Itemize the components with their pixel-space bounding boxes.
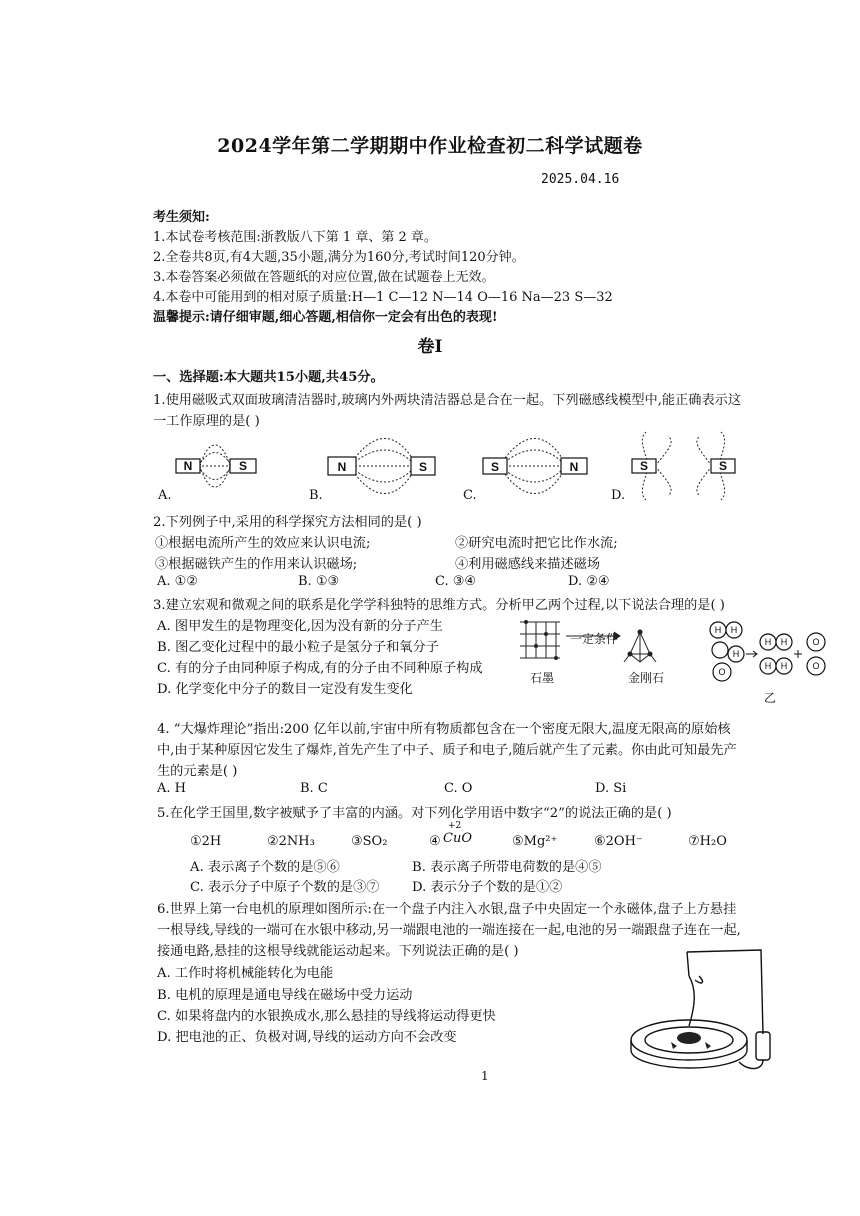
question-1-stem: 一工作原理的是( ) [153, 414, 260, 429]
atom-label: H [714, 625, 722, 635]
question-4-stem: 生的元素是( ) [157, 764, 238, 779]
figure-yi-label: 乙 [764, 691, 777, 705]
option-d: D. ②④ [568, 574, 610, 589]
question-5-stem: 5.在化学王国里,数字被赋予了丰富的内涵。对下列化学用语中数字“2”的说法正确的是( ) [157, 806, 672, 821]
statement: ②研究电流时把它比作水流; [455, 536, 618, 551]
notice-item: 1.本试卷考核范围:浙教版八下第 1 章、第 2 章。 [153, 230, 437, 245]
statement: ③根据磁铁产生的作用来认识磁场; [155, 557, 358, 572]
formula-item: ④ [429, 834, 441, 849]
magnet-pole-label: N [569, 460, 579, 474]
notice-tip: 温馨提示:请仔细审题,细心答题,相信你一定会有出色的表现! [153, 310, 498, 325]
option-b: B. 电机的原理是通电导线在磁场中受力运动 [157, 988, 413, 1003]
statement: ①根据电流所产生的效应来认识电流; [155, 536, 371, 551]
page-number: 1 [481, 1069, 489, 1083]
atom-label: H [780, 661, 788, 671]
option-b: B. 表示离子所带电荷数的是④⑤ [412, 860, 602, 875]
notice-item: 3.本卷答案必须做在答题纸的对应位置,做在试题卷上无效。 [153, 270, 495, 285]
atom-label: O [718, 667, 726, 677]
condition-label: 一定条件 [570, 632, 619, 646]
option-c: C. 有的分子由同种原子构成,有的分子由不同种原子构成 [157, 661, 483, 676]
formula-item: ⑥2OH⁻ [594, 834, 643, 849]
notice-heading: 考生须知: [153, 210, 210, 225]
notice-item: 2.全卷共8页,有4大题,35小题,满分为160分,考试时间120分钟。 [153, 250, 525, 265]
statement: ④利用磁感线来描述磁场 [455, 557, 601, 572]
option-a: A. ①② [157, 574, 198, 589]
option-b: B. C [300, 781, 328, 796]
magnet-pole-label: N [183, 459, 193, 473]
magnet-pole-label: S [490, 460, 500, 474]
option-a: A. 表示离子个数的是⑤⑥ [190, 860, 340, 875]
option-d: D. 化学变化中分子的数目一定没有发生变化 [157, 682, 413, 697]
atom-label: O [812, 637, 820, 647]
question-6-stem: 6.世界上第一台电机的原理如图所示:在一个盘子内注入水银,盘子中央固定一个永磁体,盘子上方悬挂 [157, 902, 737, 917]
water-electrolysis-figure [708, 620, 828, 686]
option-b: B. 图乙变化过程中的最小粒子是氢分子和氧分子 [157, 640, 439, 655]
notice-item: 4.本卷中可能用到的相对原子质量:H—1 C—12 N—14 O—16 Na—23 S—32 [153, 290, 613, 305]
formula-item: ③SO₂ [351, 834, 388, 849]
option-c: C. O [444, 781, 473, 796]
section-heading: 一、选择题:本大题共15小题,共45分。 [153, 370, 384, 385]
option-b: B. [309, 488, 323, 503]
option-a: A. 工作时将机械能转化为电能 [157, 966, 334, 981]
volume-heading: 卷I [417, 337, 443, 357]
option-d: D. 把电池的正、负极对调,导线的运动方向不会改变 [157, 1030, 457, 1045]
formula-item: ②2NH₃ [267, 834, 315, 849]
atom-label: H [764, 661, 772, 671]
option-a: A. 图甲发生的是物理变化,因为没有新的分子产生 [157, 619, 443, 634]
formula-item: ①2H [190, 834, 222, 849]
atom-label: H [764, 637, 772, 647]
option-b: B. ①③ [298, 574, 340, 589]
option-d: D. [611, 488, 626, 503]
valence-mark: +2 [448, 821, 462, 831]
magnetic-field-figures [150, 428, 750, 504]
atom-label: H [780, 637, 788, 647]
option-a: A. [158, 488, 172, 503]
question-6-stem: 一根导线,导线的一端可在水银中移动,另一端跟电池的一端连接在一起,电池的另一端跟盘子连在一起, [157, 923, 741, 938]
magnet-pole-label: N [337, 460, 347, 474]
atom-label: O [812, 661, 820, 671]
atom-label: H [730, 625, 738, 635]
exam-title: 2024学年第二学期期中作业检查初二科学试题卷 [217, 135, 643, 157]
option-d: D. 表示分子个数的是①② [412, 880, 563, 895]
diamond-label: 金刚石 [628, 671, 665, 685]
formula-item: ⑤Mg²⁺ [512, 834, 558, 849]
exam-date: 2025.04.16 [541, 172, 620, 187]
option-a: A. H [157, 781, 186, 796]
question-3-stem: 3.建立宏观和微观之间的联系是化学学科独特的思维方式。分析甲乙两个过程,以下说法合理的是( ) [153, 598, 725, 613]
magnet-pole-label: S [718, 459, 728, 473]
magnet-pole-label: S [418, 460, 428, 474]
magnet-pole-label: S [238, 459, 248, 473]
option-c: C. ③④ [435, 574, 477, 589]
question-1-stem: 1.使用磁吸式双面玻璃清洁器时,玻璃内外两块清洁器总是合在一起。下列磁感线模型中,能正确表示这 [153, 393, 742, 408]
motor-apparatus-figure [625, 946, 785, 1076]
question-6-stem: 接通电路,悬挂的这根导线就能运动起来。下列说法正确的是( ) [157, 944, 519, 959]
option-c: C. [463, 488, 477, 503]
question-4-stem: 4. “大爆炸理论”指出:200 亿年以前,宇宙中所有物质都包含在一个密度无限大,温度无限高的原始核 [157, 722, 731, 737]
graphite-label: 石墨 [530, 671, 555, 685]
question-2-stem: 2.下列例子中,采用的科学探究方法相同的是( ) [153, 515, 422, 530]
option-c: C. 如果将盘内的水银换成水,那么悬挂的导线将运动得更快 [157, 1009, 496, 1024]
option-c: C. 表示分子中原子个数的是③⑦ [190, 880, 380, 895]
atom-label: H [732, 649, 740, 659]
formula-item: ⑦H₂O [688, 834, 727, 849]
formula-item: CuO [443, 831, 472, 846]
question-4-stem: 中,由于某种原因它发生了爆炸,首先产生了中子、质子和电子,随后就产生了元素。你由此可知最先产 [157, 743, 737, 758]
option-d: D. Si [595, 781, 627, 796]
magnet-pole-label: S [639, 459, 649, 473]
